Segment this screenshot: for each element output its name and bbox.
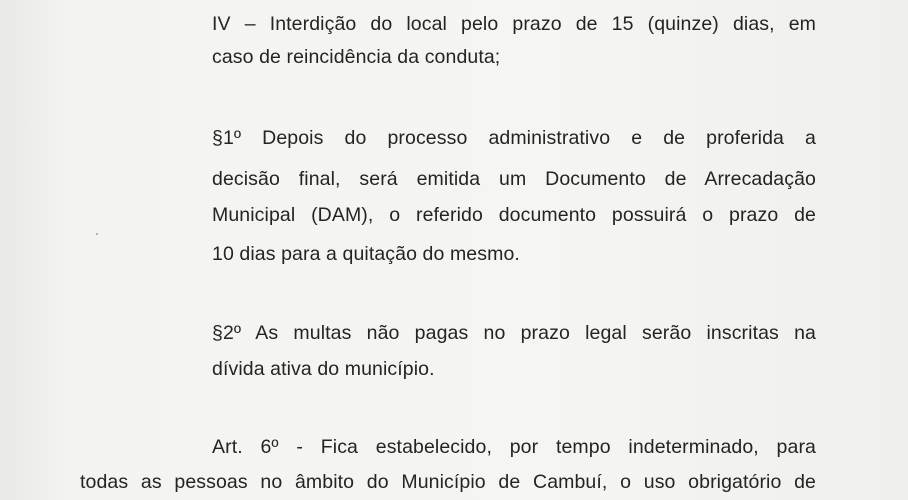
article-6-line-1: Art. 6º - Fica estabelecido, por tempo indeterminado, para (212, 436, 816, 458)
scan-speck (96, 233, 98, 235)
item-iv-line-1: IV – Interdição do local pelo prazo de 15 (quinze) dias, em (212, 13, 816, 35)
article-6-line-2: todas as pessoas no âmbito do Município de Cambuí, o uso obrigatório de (80, 471, 816, 493)
paragraph-2-line-1: §2º As multas não pagas no prazo legal serão inscritas na (212, 322, 816, 344)
paragraph-1-line-3: Municipal (DAM), o referido documento possuirá o prazo de (212, 204, 816, 226)
item-iv-line-2: caso de reincidência da conduta; (212, 46, 501, 68)
paragraph-2-line-2: dívida ativa do município. (212, 358, 435, 380)
paragraph-1-line-1: §1º Depois do processo administrativo e de proferida a (212, 127, 816, 149)
paragraph-1-line-4: 10 dias para a quitação do mesmo. (212, 243, 520, 265)
paragraph-1-line-2: decisão final, será emitida um Documento de Arrecadação (212, 168, 816, 190)
